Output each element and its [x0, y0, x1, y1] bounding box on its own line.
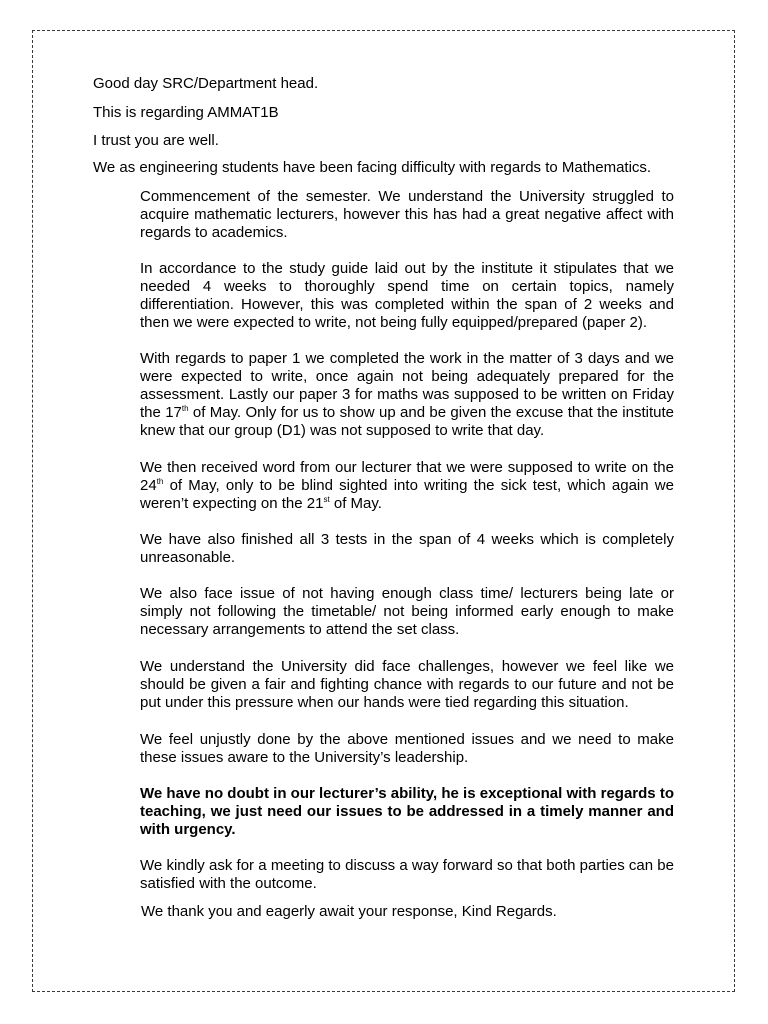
problem-statement: We as engineering students have been facing difficulty with regards to Mathematics. — [93, 159, 652, 176]
closing-line: We thank you and eagerly await your response, Kind Regards. — [141, 903, 557, 920]
paragraph-paper-1-and-3: With regards to paper 1 we completed the work in the matter of 3 days and we were expected to write, once again not being adequately prepared for the assessment. Lastly our paper 3 for maths was supposed to be written on Friday the 17th of May. Only for us to show up and be given the excuse that the institute knew that our group (D1) was not supposed to write that day. — [140, 350, 674, 439]
greeting: Good day SRC/Department head. — [93, 75, 319, 92]
subject-line: This is regarding AMMAT1B — [93, 104, 279, 121]
paragraph-meeting-request: We kindly ask for a meeting to discuss a way forward so that both parties can be satisfied with the outcome. — [140, 857, 674, 892]
paragraph-class-time: We also face issue of not having enough class time/ lecturers being late or simply not following the timetable/ not being informed early enough to make necessary arrangements to attend the set class. — [140, 585, 674, 638]
paragraph-test-span: We have also finished all 3 tests in the span of 4 weeks which is completely unreasonable. — [140, 531, 674, 566]
paragraph-study-guide: In accordance to the study guide laid out by the institute it stipulates that we needed 4 weeks to thoroughly spend time on certain topics, namely differentiation. However, this was completed within the span of 2 weeks and then we were expected to write, not being fully equipped/prepared (paper 2). — [140, 260, 674, 331]
paragraph-test-dates: We then received word from our lecturer that we were supposed to write on the 24th of May, only to be blind sighted into writing the sick test, which again we weren’t expecting on the 21st of May. — [140, 459, 674, 512]
paragraph-lecturer-ability: We have no doubt in our lecturer’s ability, he is exceptional with regards to teaching, we just need our issues to be addressed in a timely manner and with urgency. — [140, 785, 674, 838]
wellwish-line: I trust you are well. — [93, 132, 219, 149]
paragraph-semester: Commencement of the semester. We understand the University struggled to acquire mathematic lecturers, however this has had a great negative affect with regards to academics. — [140, 188, 674, 241]
paragraph-leadership: We feel unjustly done by the above mentioned issues and we need to make these issues aware to the University’s leadership. — [140, 731, 674, 766]
paragraph-challenges: We understand the University did face challenges, however we feel like we should be given a fair and fighting chance with regards to our future and not be put under this pressure when our hands were tied regarding this situation. — [140, 658, 674, 711]
